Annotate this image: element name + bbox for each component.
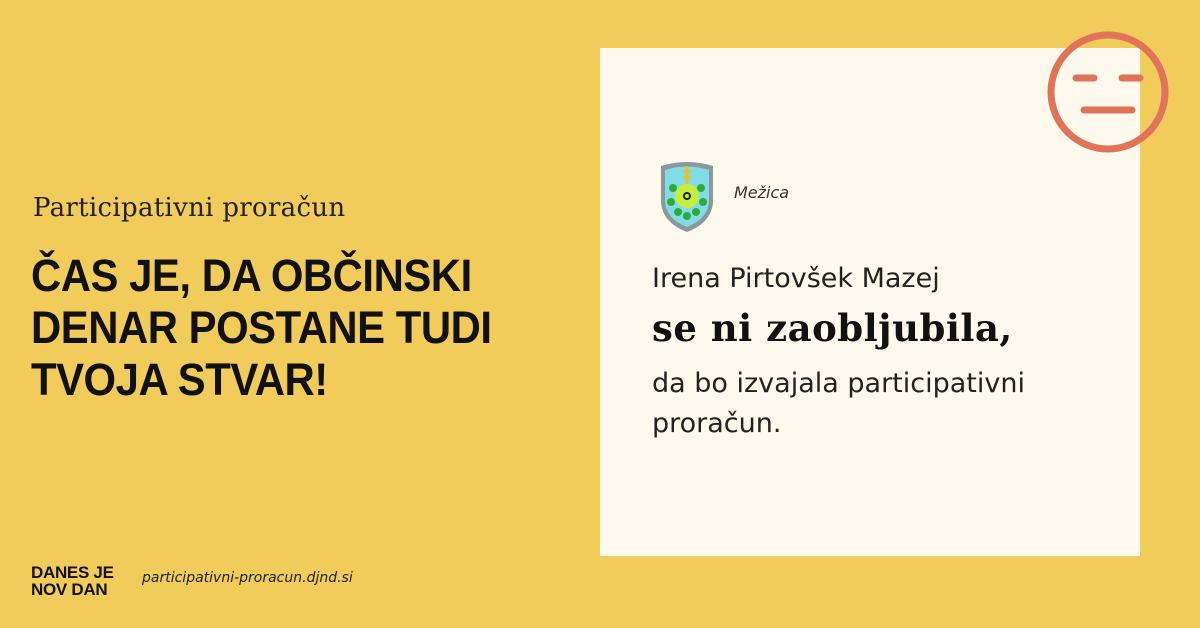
- brand-logo: DANES JE NOV DAN: [31, 563, 114, 599]
- site-url: participativni-proracun.djnd.si: [142, 570, 353, 586]
- person-name: Irena Pirtovšek Mazej: [652, 263, 940, 294]
- pledge-statement: da bo izvajala participativni proračun.: [652, 368, 1025, 439]
- neutral-face-icon: [1046, 30, 1170, 154]
- municipality-name: Mežica: [734, 183, 790, 202]
- pledge-verdict: se ni zaobljubila,: [652, 306, 1013, 350]
- headline: ČAS JE, DA OBČINSKI DENAR POSTANE TUDI TVOJA STVAR!: [31, 250, 492, 405]
- subtitle: Participativni proračun: [33, 193, 346, 223]
- coat-of-arms-icon: [656, 160, 718, 234]
